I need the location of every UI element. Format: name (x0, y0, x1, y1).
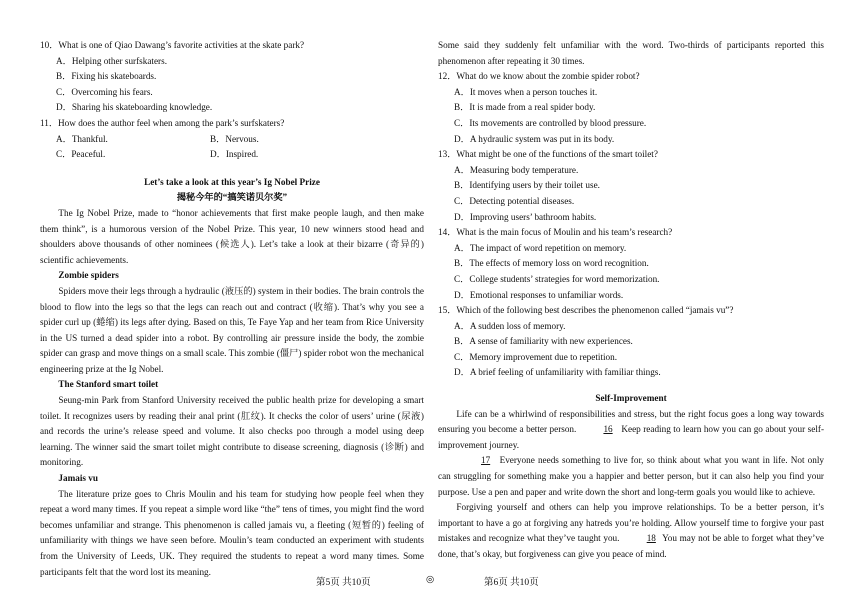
center-mark-icon: ◎ (426, 575, 435, 585)
paragraph-3-text-b: You may not be able to forget what they’ve done, that’s okay, but forgiveness can give you peace of mind. (438, 533, 825, 559)
q13-option-a: A．Measuring body temperature. (454, 164, 579, 175)
question-13: 13．What might be one of the functions of the smart toilet? (438, 149, 658, 160)
q14-option-b: B．The effects of memory loss on word recognition. (454, 258, 649, 269)
q15-option-b: B．A sense of familiarity with new experiences. (454, 336, 633, 347)
paragraph-1-text-a: Life can be a whirlwind of responsibilities and stress, but the right focus goes a long way towards ensuring you become a better person. (438, 408, 824, 435)
q14-option-a: A．The impact of word repetition on memory. (454, 242, 627, 253)
blank-16[interactable]: 16 (603, 424, 613, 435)
question-10: 10．What is one of Qiao Dawang’s favorite activities at the skate park? (40, 40, 305, 50)
q10-option-a: A．Helping other surfskaters. (56, 55, 167, 66)
q14-option-d: D．Emotional responses to unfamiliar words. (454, 289, 624, 300)
heading-smart-toilet: The Stanford smart toilet (58, 379, 159, 390)
q13-option-c: C．Detecting potential diseases. (454, 195, 575, 206)
article-title: Let’s take a look at this year’s Ig Nobel Prize (144, 176, 320, 187)
blank-18[interactable]: 18 (646, 533, 656, 544)
q11-options-row-1 (40, 132, 424, 148)
q15-option-a: A．A sudden loss of memory. (454, 320, 566, 331)
question-14: 14．What is the main focus of Moulin and his team’s research? (438, 227, 673, 238)
q14-option-c: C．College students’ strategies for word memorization. (454, 273, 660, 284)
jamais-vu-continuation: Some said they suddenly felt unfamiliar with the word. Two-thirds of participants reported this phenomenon after repeating it 30 times. (438, 40, 824, 66)
q10-option-d: D．Sharing his skateboarding knowledge. (56, 102, 213, 113)
left-page-number: 第5页 共10页 (316, 578, 371, 588)
question-11: 11．How does the author feel when among the park’s surfskaters? (40, 117, 285, 128)
q10-option-b: B．Fixing his skateboards. (56, 71, 157, 82)
q15-option-c: C．Memory improvement due to repetition. (454, 351, 618, 362)
q11-option-b: B．Nervous. (210, 133, 259, 144)
self-improvement-paragraph-1 (438, 407, 824, 454)
q12-option-a: A．It moves when a person touches it. (454, 86, 598, 97)
q12-option-b: B．It is made from a real spider body. (454, 102, 596, 113)
self-improvement-title: Self-Improvement (595, 393, 667, 404)
paragraph-3-text-a: Forgiving yourself and others can help you improve relationships. To be a better person, it’s important to have a go at forgiving any hatreds you’re holding. Allow yourself time to forgive your past mistakes and recognize what they’ve taught you. (438, 502, 824, 544)
q15-option-d: D．A brief feeling of unfamiliarity with familiar things. (454, 367, 661, 378)
heading-jamais-vu: Jamais vu (58, 473, 98, 484)
q11-option-c: C．Peaceful. (56, 149, 106, 160)
blank-17[interactable]: 17 (480, 455, 491, 466)
self-improvement-paragraph-2 (438, 453, 824, 500)
q11-option-a: A．Thankful. (56, 133, 108, 144)
paragraph-jamais-vu: The literature prize goes to Chris Moulin and his team for studying how people feel when they repeat a word many times. If you repeat a simple word like “the” tens of times, you might find the word becomes unfamiliar and strange. This phenomenon is called jamais vu, a fleeting (短暂的) feeling of unfamiliarity with things we have seen before. Moulin’s team conducted an experiment with students from the University of Leeds, UK. They required the students to repeat a word many times. Some participants felt that the word lost its meaning. (40, 488, 424, 577)
paragraph-smart-toilet: Seung-min Park from Stanford University received the public health prize for developing a smart toilet. It recognizes users by reading their anal print (肛纹). It checks the color of users’ urine (尿液) and records the urine’s release speed and volume. It also checks poo through a model using deep learning. The winner said the smart toilet might contribute to disease screening, diagnosis (诊断) and monitoring. (40, 395, 424, 468)
self-improvement-paragraph-3 (438, 500, 824, 562)
article-title-cn: 揭秘今年的“搞笑诺贝尔奖” (176, 192, 288, 203)
left-column (40, 38, 424, 580)
paragraph-2-text: Everyone needs something to live for, so think about what you want in life. Not only can struggling for something make you a happier and better person, but it can also help you find your purpose. Use a pen and paper and write down the short and long-term goals you would like to achieve. (438, 455, 825, 497)
heading-zombie-spiders: Zombie spiders (58, 270, 119, 281)
q10-option-c: C．Overcoming his fears. (56, 86, 153, 97)
q13-option-b: B．Identifying users by their toilet use. (454, 180, 600, 191)
q13-option-d: D．Improving users’ bathroom habits. (454, 211, 597, 222)
q11-options-row-2 (40, 147, 424, 163)
article-intro: The Ig Nobel Prize, made to “honor achievements that first make people laugh, and then make them think”, is a humorous version of the Nobel Prize. This year, 10 new winners stood head and shoulders above thousands of other nominees (候选人). Let’s take a look at their bizarre (奇异的) scientific achievements. (40, 207, 424, 265)
right-page-number: 第6页 共10页 (484, 578, 539, 588)
q12-option-c: C．Its movements are controlled by blood pressure. (454, 117, 647, 128)
question-12: 12．What do we know about the zombie spider robot? (438, 71, 640, 82)
paragraph-1-text-b: Keep reading to learn how you can go about your self-improvement journey. (438, 424, 825, 450)
right-column (438, 38, 824, 563)
q11-option-d: D．Inspired. (210, 149, 259, 160)
paragraph-zombie-spiders: Spiders move their legs through a hydraulic (液压的) system in their bodies. The brain controls the blood to flow into the legs so that the legs can reach out and contract (收缩). That’s why you see a spider curl up (蜷缩) its legs after dying. Based on this, Te Faye Yap and her team from Rice University in the US turned a dead spider into a robot. By controlling air pressure inside the body, the zombie spider can grasp and move things on a small scale. This zombie (僵尸) spider robot won the mechanical engineering prize at the Ig Nobel. (40, 285, 424, 374)
q12-option-d: D．A hydraulic system was put in its body. (454, 133, 615, 144)
question-15: 15．Which of the following best describes the phenomenon called “jamais vu”? (438, 305, 734, 316)
